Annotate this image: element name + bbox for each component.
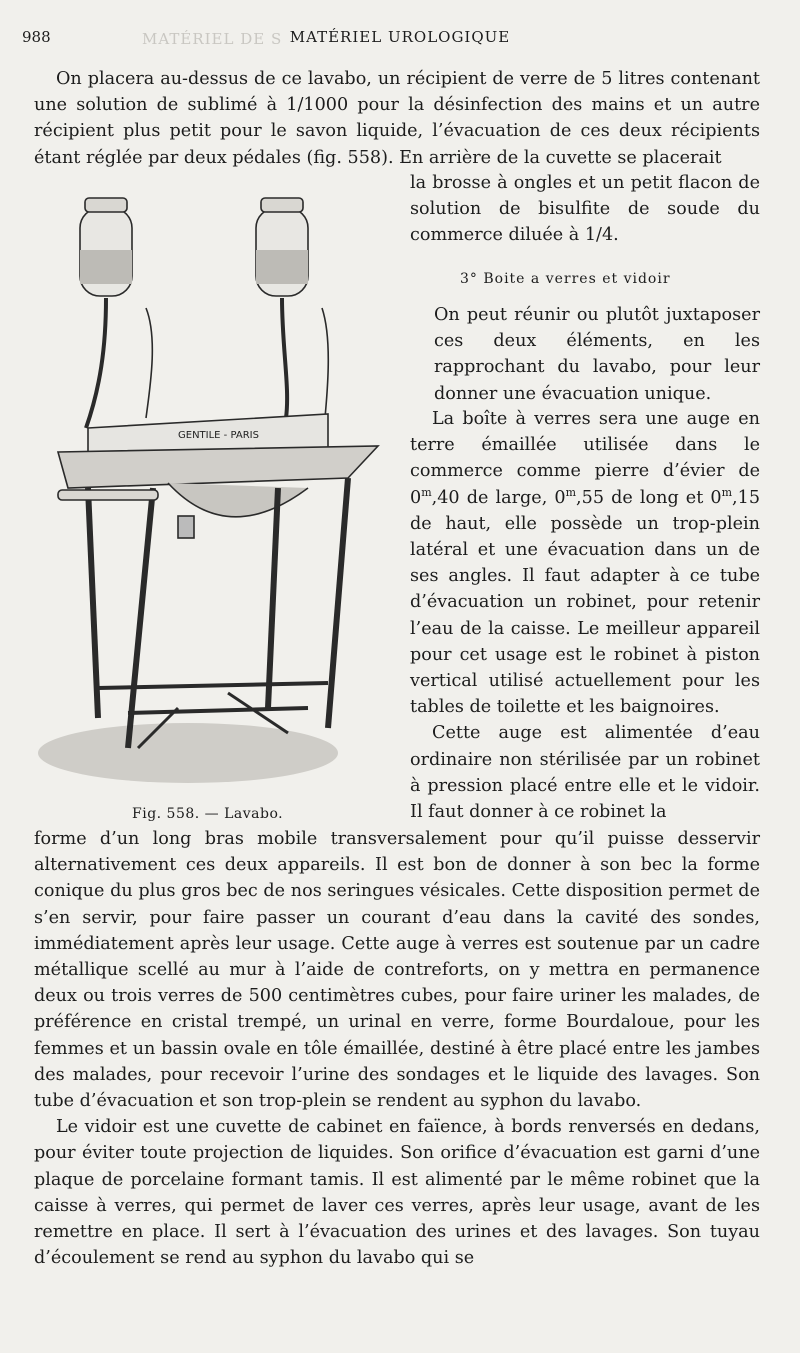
section-title <box>460 271 671 287</box>
paragraph-auge-rest: forme d’un long bras mobile transversalement pour qu’il puisse desservir alternativement ces deux appareils. Il est bon de donner à son bec la forme conique du plus gros bec de nos seringues vésicales. Cette disposition permet de s’en servir, pour faire passer un courant d’eau dans la cavité des sondes, immédiatement après leur usage. Cette auge à verres est soutenue par un cadre métallique scellé au mur à l’aide de contreforts, on y mettra en permanence deux ou trois verres de 500 centimètres cubes, pour faire uriner les malades, de préférence en cristal trempé, un urinal en verre, forme Bourdaloue, pour les femmes et un bassin ovale en tôle émaillée, destiné à être placé entre les jambes des malades, pour recevoir l’urine des sondages et le liquide des lavages. Son tube d’évacuation et son trop-plein se rendent au syphon du lavabo. <box>34 829 760 1112</box>
basin-label: GENTILE - PARIS <box>178 430 259 441</box>
boite-text-a: La boîte à verres sera une auge en terre émaillée utilisée dans le commerce comme pierre d’évier de 0 <box>410 409 760 508</box>
lavabo-illustration <box>28 188 390 788</box>
boite-text-d: ,15 de haut, elle possède un trop-plein latéral et une évacuation dans un de ses angles. Il faut adapter à ce tube d’évacuation un robinet, pour retenir l’eau de la caisse. Le meilleur appareil pour cet usage est le robinet à piston vertical utilisé actuellement pour les tables de toilette et les baignoires. <box>410 487 761 718</box>
section-title-text: 3° Boite a verres et vidoir <box>460 271 671 287</box>
right-column-text-1: la brosse à ongles et un petit flacon de solution de bisulfite de soude du commerce diluée à 1/4. <box>410 173 760 246</box>
bleed-through-text: MATÉRIEL DE S <box>142 30 283 48</box>
unit-sup-1: m <box>421 485 432 499</box>
paragraph-juxtapose <box>434 302 760 407</box>
page-header <box>22 28 778 52</box>
boite-text-c: ,55 de long et 0 <box>576 487 722 508</box>
paragraph-vidoir: Le vidoir est une cuvette de cabinet en faïence, à bords renversés en dedans, pour éviter toute projection de liquides. Son orifice d’évacuation est garni d’une plaque de porcelaine formant tamis. Il est alimenté par le même robinet que la caisse à verres, qui permet de laver ces verres, après leur usage, avant de les remettre en place. Il sert à l’évacuation des urines et des lavages. Son tuyau d’écoulement se rend au syphon du lavabo qui se <box>34 1117 760 1269</box>
paragraph-auge-start: Cette auge est alimentée d’eau ordinaire non stérilisée par un robinet à pression placé entre elle et le vidoir. Il faut donner à ce robinet la <box>410 723 760 823</box>
paragraph-boite-text <box>410 406 760 720</box>
lavabo-figure <box>28 188 390 788</box>
paragraph-juxtapose-text: On peut réunir ou plutôt juxtaposer ces deux éléments, en les rapprochant du lavabo, pour leur donner une évacuation unique. <box>434 305 760 404</box>
boite-text-b: ,40 de large, 0 <box>431 487 566 508</box>
unit-sup-2: m <box>565 485 577 499</box>
intro-paragraph: On placera au-dessus de ce lavabo, un récipient de verre de 5 litres contenant une solution de sublimé à 1/1000 pour la désinfection des mains et un autre récipient plus petit pour le savon liquide, l’évacuation de ces deux récipients étant réglée par deux pédales (fig. 558). En arrière de la cuvette se placerait <box>34 69 760 168</box>
bottom-text <box>34 826 760 1271</box>
figure-caption: Fig. 558. — Lavabo. <box>132 806 284 822</box>
running-title: MATÉRIEL UROLOGIQUE <box>289 28 511 46</box>
page-number: 988 <box>22 28 51 46</box>
paragraph-boite <box>410 406 760 825</box>
unit-sup-3: m <box>721 485 733 499</box>
